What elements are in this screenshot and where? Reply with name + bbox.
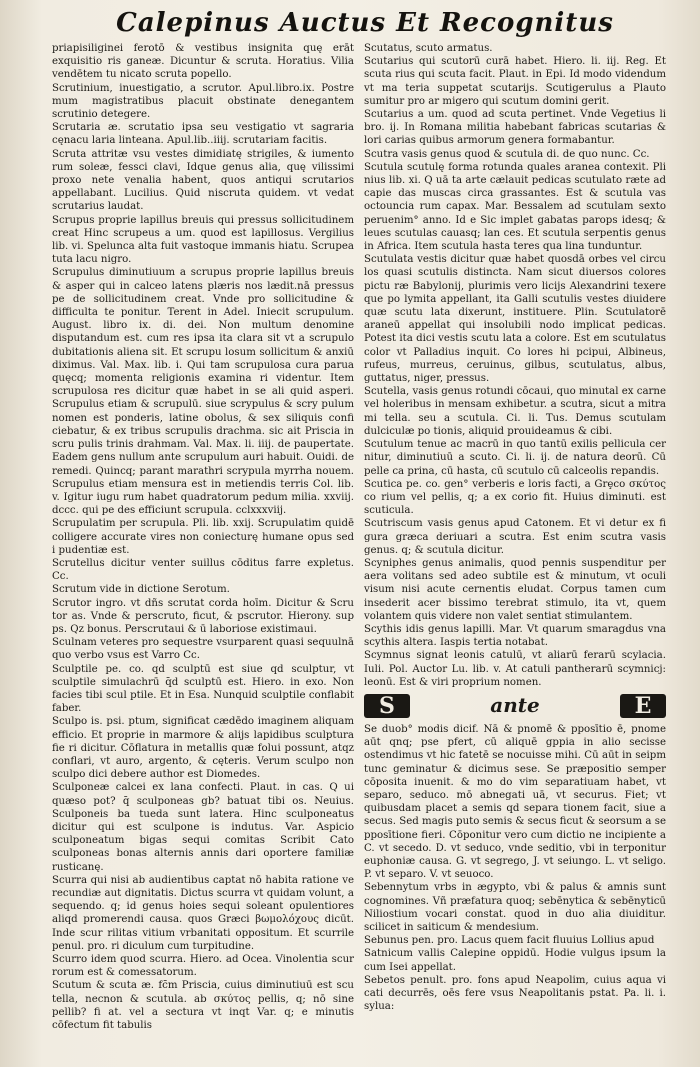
dictionary-entry: Scutriscum vasis genus apud Catonem. Et vi detur ex fi gura græca deriuari a scutra. Est enim scutra vasis genus. q; & scutula dicitur. — [364, 518, 666, 556]
dictionary-entry: Scruta attritæ vsu vestes dimidiatę strigiles, & iumento rum soleæ, fessci clavi, Idque genus alia, quę vilissimi proxo nete venalia habent, quos antiqui scrutarios appellabant. Lucilius. Quid niscruta quidem. vt vedat scrutarius laudat. — [52, 148, 354, 213]
dictionary-entry: Scrupus proprie lapillus breuis qui pressus sollicitudinem creat Hinc scrupeus a um. quod est lapillosus. Vergilius lib. vi. Spelunca alta fuit vastoque immanis hiatu. Scrupea tuta lacu nigro. — [52, 214, 354, 266]
section-initial-right: E — [620, 694, 666, 718]
dictionary-entry: Scutica pe. co. gen° verberis e loris facti, a Grȩco σκύτος co rium vel pellis, q; a ex corio fit. Huius diminuti. est scuticula. — [364, 478, 666, 517]
dictionary-entry: Scutatus, scuto armatus. — [364, 43, 493, 54]
dictionary-entry: Scrutellus dicitur venter suillus cōditus farre expletus. Cc. — [52, 557, 354, 583]
dictionary-entry: Scymnus signat leonis catulū, vt aliarū ferarū scylacia. Iuli. Pol. Auctor Lu. lib. v. At catuli pantherarū scymnicj: leonū. Est & viri proprium nomen. — [364, 650, 666, 688]
dictionary-entry: Sebetos penult. pro. fons apud Neapolim, cuius aqua vi cati decurrēs, oēs fere vsus Neapolitanis pstat. Pa. li. i. sylua: — [364, 974, 666, 1013]
dictionary-entry: Scythis idis genus lapilli. Mar. Vt quarum smaragdus vna scythis altera. Iaspis tertia notabat. — [364, 623, 666, 649]
section-heading — [364, 693, 666, 719]
dictionary-entry: Sculponeæ calcei ex lana confecti. Plaut. in cas. Q ui quæso pot? q̄ sculponeas gb? batuat tibi os. Neuius. Sculponeis ba tueda sunt latera. Hinc sculponeatus dicitur qui est sculpone is indutus. Var. Aspicio sculponeatum bigas sequi comitas Scribit Cato sculponeas bonas alternis annis dari oportere familiæ rusticanę. — [52, 782, 354, 873]
dictionary-entry: Scutulata vestis dicitur quæ habet quosdā orbes vel circu los quasi scutulis distincta. Nam sicut diuersos colores pictu ræ Babylonij, plurimis vero licijs Alexandrini texere que po lymita appellant, ita Galli scutulis vestes diuidere quæ scutu lata dixerunt, instituere. Plin. Scutulatorē araneū appellat qui insolubili nodo implicat pedicas. Potest ita dici vestis scutu lata a colore. Est em scutulatus color vt Palladius inquit. Co lores hi pcipui, Albineus, rufeus, murreus, ceruinus, gilbus, scutulatus, albus, guttatus, niger, pressus. — [364, 254, 666, 385]
dictionary-entry: Scutarius qui scutorū curā habet. Hiero. li. iij. Reg. Et scuta rius qui scuta facit. Plaut. in Epi. Id modo videndum vt ma teria suppetat scutarijs. Scutigerulus a Plauto sumitur pro ar migero qui scutum domini gerit. — [364, 56, 666, 107]
dictionary-entry: Scyniphes genus animalis, quod pennis suspenditur per aera volitans sed adeo subtile est & minutum, vt oculi visum nisi acute cernentis eludat. Corpus tamen cum insederit acer bissimo terebrat stimulo, ita vt, quem volantem quis videre non valet sentiat stimulantem. — [364, 557, 666, 622]
dictionary-entry: Satnicum vallis Calepine oppidū. Hodie vulgus ipsum la cum Isei appellat. — [364, 948, 666, 973]
dictionary-entry: Sculpo is. psi. ptum, significat cædēdo imaginem aliquam efficio. Et proprie in marmore & alijs lapidibus sculptura fie ri dicitur. Cōflatura in metallis quæ folui possunt, atqz conflari, vt auro, argento, & cęteris. Verum sculpo non sculpo dici debere author est Diomedes. — [52, 716, 354, 781]
dictionary-entry: Scrupulatim per scrupula. Pli. lib. xxij. Scrupulatim quidē colligere accurate vires non coniecturę humane opus sed i pudentiæ est. — [52, 518, 354, 556]
dictionary-entry: Scutulum tenue ac macrū in quo tantū exilis pellicula cer nitur, diminutiuū a scuto. Ci. li. ij. de natura deorū. Cū pelle ca prina, cū hasta, cū scutulo cū calceolis repandis. — [364, 439, 666, 477]
left-column — [52, 42, 354, 1047]
dictionary-entry: priapisiliginei ferotō & vestibus insignita quę erāt exquisitio ris ganeæ. Dicuntur & scruta. Horatius. Vilia vendētem tu nicato scruta popello. — [52, 43, 354, 81]
dictionary-entry: Scutula scutulę forma rotunda quales aranea contexit. Pli nius lib. xi. Q uā ta arte cælauit pedicas scutulato ræte ad capie das muscas circa grassantes. Est & scutula vas octouncia rum capax. Mar. Bessalem ad scutulam sexto peruenim° anno. Id e Sic implet gabatas parops idesq; & leues scutulas cauasq; lan ces. Et scutula serpentis genus in Africa. Item scutula hasta teres qua lina tunduntur. — [364, 161, 666, 253]
dictionary-entry: Scutella, vasis genus rotundi cōcaui, quo minutal ex carne vel holeribus in mensam exhibetur. a scutra, sicut a mitra mi tella. seu a scutula. Ci. li. Tus. Demus scutulam dulciculæ po tionis, aliquid prouideamus & cibi. — [364, 386, 666, 437]
dictionary-entry: Scurra qui nisi ab audientibus captat nō habita ratione ve recundiæ aut dignitatis. Dictus scurra vt quidam volunt, a sequendo. q; id genus hoies sequi soleant opulentiores aliqd promerendi causa. quos Græci βωμολόχους dicūt. Inde scur rilitas vitium vrbanitati oppositum. Et scurrile penul. pro. ri diculum cum turpitudine. — [52, 874, 354, 952]
dictionary-entry: Scutarius a um. quod ad scuta pertinet. Vnde Vegetius li bro. ij. In Romana militia habebant fabricas scutarias & lori carias quibus armorum genera formabantur. — [364, 109, 666, 147]
dictionary-entry: Scrutum vide in dictione Serotum. — [52, 584, 230, 596]
running-head: Calepinus Auctus Et Recognitus — [116, 8, 614, 38]
dictionary-entry: Scrutor ingro. vt dñs scrutat corda hoīm. Dicitur & Scru tor as. Vnde & perscruto, ficut, & pscrutor. Hierony. sup ps. Qz bonus. Perscrutaui & ū laboriose existimaui. — [52, 597, 354, 635]
dictionary-entry: Scrupulus diminutiuum a scrupus proprie lapillus breuis & asper qui in calceo latens plæris nos lædit.nā pressus pe de sollicitudinem creat. Vnde pro sollicitudine & difficulta te ponitur. Terent in Adel. Iniecit scrupulum. August. libro ix. di. dei. Non multum denomine disputandum est. cum res ipsa ita clara sit vt a scrupulo dubitationis aliena sit. Et scrupu losum sollicitum & anxiū diximus. Val. Max. lib. i. Qui tam scrupulosa cura parua quęcq; momenta religionis examina ri videntur. Item scrupulosa res dicitur quæ habet in se ali quid asperi. Scrupulus etiam & scrupulū. siue scrypulus & scry pulum nomen est ponderis, latine obolus, & sex siliquis confi ciebatur, & ex tribus scrupulis drachma. sic ait Priscia in scru pulis trinis drahmam. Val. Max. li. iiij. de paupertate. Eadem gens nullum ante scrupulum auri habuit. Ouidi. de remedi. Quincq; parant marathri scrypula myrrha nouem. Scrupulus etiam mensura est in metiendis terris Col. lib. v. Igitur iugu rum habet quadratorum pedum milia. xxviij. dccc. qui pe des efficiunt scrupula. cclxxxviij. — [52, 267, 354, 517]
dictionary-entry: Scurro idem quod scurra. Hiero. ad Ocea. Vinolentia scur rorum est & comessatorum. — [52, 954, 354, 979]
dictionary-entry: Sebunus pen. pro. Lacus quem facit fluuius Lollius apud — [364, 935, 655, 947]
dictionary-entry: Sculptile pe. co. qd sculptū est siue qd sculptur, vt sculptile simulachrū q̄d sculptū est. Hiero. in exo. Non facies tibi scul ptile. Et in Esa. Nunquid sculptile conflabit faber. — [52, 663, 354, 715]
dictionary-entry: Scutra vasis genus quod & scutula di. de quo nunc. Cc. — [364, 148, 650, 160]
dictionary-entry: Sculnam veteres pro sequestre vsurparent quasi sequulnā quo verbo vsus est Varro Cc. — [52, 637, 354, 662]
section-initial-left: S — [364, 694, 410, 718]
dictionary-entry: Scrutinium, inuestigatio, a scrutor. Apul.libro.ix. Postre mum magistratibus placuit obstinate denegantem scrutinio detegere. — [52, 82, 354, 121]
dictionary-entry: Se duob° modis dicif. Nā & pnomē & pposītio ē, pnome aūt qnq; pse pfert, cū aliquē gppia in alio secisse ostendimus vt hic fatetē se nocuisse mihi. Cū aūt in seipm tunc geminatur & dicimus sese. Se præpositio semper cōposita inuenit. & mo do vim separatiuam habet, vt separo, seduco. mō abnegati uā, vt securus. Fiet; vt quibusdam placet a semis qd separa tionem facit, siue a secus. Sed magis puto semis & secus ficut & seorsum a se pposītione fieri. Cōponitur vero cum dictio ne incipiente a C. vt secedo. D. vt seduco, vnde seditio, vbi in terponitur euphoniæ causa. G. vt segrego, J. vt seiungo. L. vt seligo. P. vt separo. V. vt seuoco. — [364, 723, 666, 881]
dictionary-entry: Scutum & scuta æ. fc̄m Priscia, cuius diminutiuū est scu tella, necnon & scutula. ab σκύτος pellis, q; nō sine pellib? fi at. vel a sectura vt inqt Var. q; e minutis cōfectum fit tabulis — [52, 980, 354, 1032]
dictionary-entry: Scrutaria æ. scrutatio ipsa seu vestigatio vt sagraria cęnacu laria linteana. Apul.lib..iiij. scrutariam facitis. — [52, 122, 354, 147]
dictionary-entry: Sebennytum vrbs in ægypto, vbi & palus & amnis sunt cognomines. Vñ præfatura quoq; sebēnytica & sebēnyticū Niliostium vocari constat. quod in duo alia diuiditur. scilicet in saiticum & mendesium. — [364, 882, 666, 933]
right-column — [364, 42, 666, 1047]
section-heading-word: ante — [490, 693, 540, 718]
